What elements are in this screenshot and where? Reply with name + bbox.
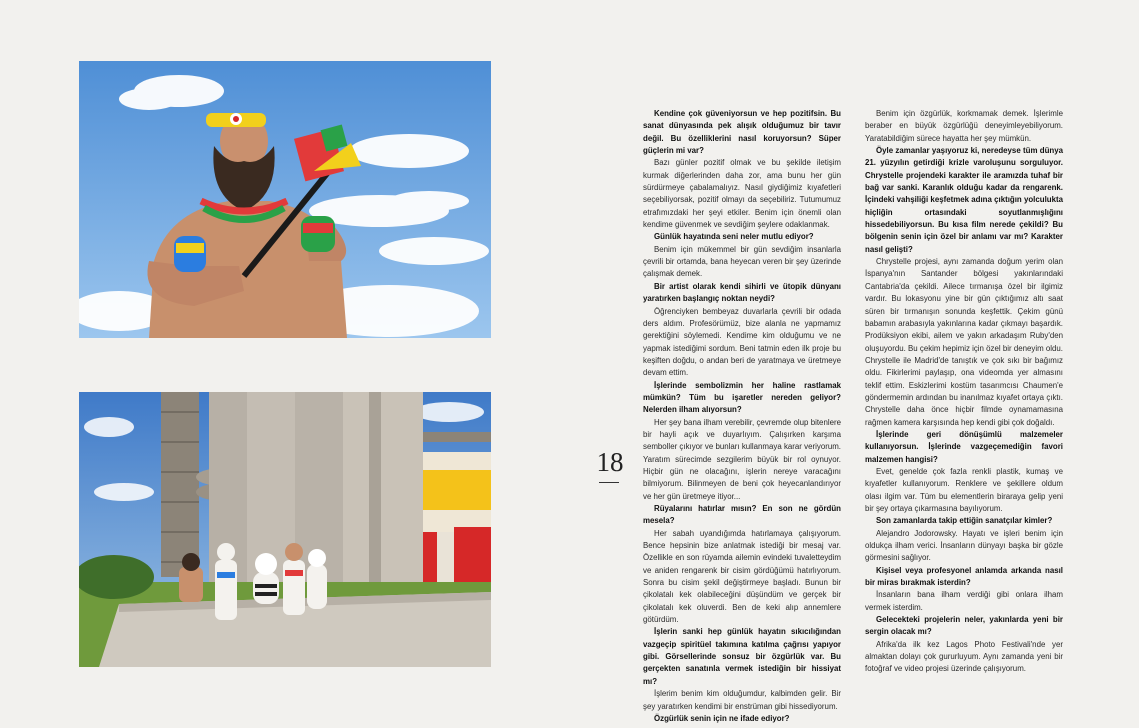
interview-question: İşlerinde geri dönüşümlü malzemeler kullanıyorsun. İşlerinde vazgeçemediğin favori malzemen hangisi? (865, 429, 1063, 464)
portrait-illustration (79, 61, 491, 338)
interview-answer: Afrika'da ilk kez Lagos Photo Festivali'nde yer almaktan dolayı çok gururluyum. Aynı zamanda yeni bir fotoğraf ve video projesi üzerinde çalışıyorum. (865, 639, 1063, 674)
interview-answer: Chrystelle projesi, aynı zamanda doğum yerim olan İspanya'nın Santander bölgesi yakınlarındaki Cantabria'da çekildi. Ailece tırmanışa özel bir ilgimiz vardır. Bu lokasyonu yine bir gün çıktığımız altı saat süren bir tırmanışın sonunda keşfettik. Çekim günü babamın arabasıyla yakınlarına kadar çıkmayı başardık. Prodüksiyon ekibi, ailem ve yakın arkadaşım Ruby'den oluşuyordu. Bu çekim hepimiz için özel bir deneyim oldu. Chrystelle ile Madrid'de tanıştık ve çok sıkı bir bağımız oldu. Fikirlerimi paylaşıp, ona videomda yer almasını teklif ettim. Eskizlerimi kostüm tasarımcısı Chaumen'e göndermemin ardından bu inanılmaz kıyafet ortaya çıktı. Chrystelle daha önce hiçbir filmde oynamamasına rağmen kamera karşısında hep kendi gibi çok doğaldı. (865, 257, 1063, 427)
interview-question: Günlük hayatında seni neler mutlu ediyor? (654, 232, 814, 242)
article-column-right (865, 108, 1063, 676)
interview-answer: Evet, genelde çok fazla renkli plastik, kumaş ve kıyafetler kullanıyorum. Renklere ve şekillere oldum olası ilgim var. Tüm bu elementlerin biraraya gelip yeni bir şey ortaya çıkarmasına bayılıyorum. (865, 466, 1063, 513)
article-column-left (643, 108, 841, 725)
page-number: 18 (596, 447, 624, 477)
interview-question: İşlerinde sembolizmin her haline rastlamak mümkün? Tüm bu işaretler nereden geliyor? Nelerden ilham alıyorsun? (643, 380, 841, 415)
interview-question: İşlerin sanki hep günlük hayatın sıkıcılığından vazgeçip spiritüel takımına katılma çağrısı yapıyor gibi. Görsellerinde sonsuz bir özgürlük var. Bu gerçekten sanatınla vermek istediğin bir hissiyat mı? (643, 627, 841, 686)
interview-question: Gelecekteki projelerin neler, yakınlarda yeni bir sergin olacak mı? (865, 615, 1063, 637)
page-number-rule (599, 482, 619, 483)
interview-question: Özgürlük senin için ne ifade ediyor? (654, 713, 790, 723)
interview-answer: Her sabah uyandığımda hatırlamaya çalışıyorum. Bence hepsinin bize anlatmak istediği bir mesaj var. Özellikle en son rüyamda ailemin evindeki tuvaletteydim ve aniden rengarenk bir cisim gördüğümü hatırlıyorum. Sonra bu cisim şekil değiştirmeye başladı. Bunun bir çikolatalı kek olabileceğini düşündüm ve gerçek bir çikolatalı kek oluverdi. Ben de keki alıp annemlere götürdüm. (643, 528, 841, 625)
silo-group-photo (79, 392, 491, 667)
interview-answer: İnsanların bana ilham verdiği gibi onlara ilham vermek isterdim. (865, 590, 1063, 612)
interview-question: Son zamanlarda takip ettiğin sanatçılar kimler? (876, 516, 1053, 526)
interview-question: Bir artist olarak kendi sihirli ve ütopik dünyanı yaratırken başlangıç noktan neydi? (643, 281, 841, 304)
interview-question: Rüyalarını hatırlar mısın? En son ne gördün mesela? (643, 504, 841, 526)
interview-answer: Bazı günler pozitif olmak ve bu şekilde iletişim kurmak diğerlerinden daha zor, ama bunu her gün sürdürmeye çabalamalıyız. Nasıl giydiğimiz kıyafetleri seçebiliyorsak, pozitif olmayı da seçebiliriz. Tutumumuz etrafımızdaki her şeyi etkiler. Benim için önemli olan kendime güvenmek ve sevdiğim şeylere odaklanmak. (643, 158, 841, 230)
interview-question: Kendine çok güveniyorsun ve hep pozitifsin. Bu sanat dünyasında pek alışık olduğumuz bir tavır değil. Bu özelliklerini nasıl koruyorsun? Süper güçlerin mi var? (643, 109, 841, 156)
portrait-photo (79, 61, 491, 338)
interview-answer: Benim için mükemmel bir gün sevdiğim insanlarla çevrili bir ortamda, bana heyecan veren bir şey üzerinde çalışmak demek. (643, 244, 841, 279)
interview-answer: Her şey bana ilham verebilir, çevremde olup bitenlere bir hayli açık ve duyarlıyım. Çalışırken karşıma semboller çıkıyor ve bunları kullanmaya karar veriyorum. Yaratım sürecimde sezgilerim büyük bir rol oynuyor. Hiçbir gün ne olacağını, işlerin nereye varacağını bilmiyorum. Bilinmeyen de beni çok heyecanlandırıyor ve her gün üretmeye itiyor... (643, 417, 841, 501)
silo-illustration (79, 392, 491, 667)
interview-answer: Öğrenciyken bembeyaz duvarlarla çevrili bir odada ders aldım. Profesörümüz, bize alanla ne yapmamız gerektiğini söylemedi. Kendime kim olduğumu ve ne yapmak istediğimi sordum. Beni tatmin eden ilk proje bu keşiften doğdu, o andan beri de yaratmaya ve üretmeye devam ettim. (643, 306, 841, 378)
interview-answer: Benim için özgürlük, korkmamak demek. İşlerimle beraber en büyük özgürlüğü deneyimleyebiliyorum. Yaratabildiğim sürece hayatta her şey mümkün. (865, 109, 1063, 143)
interview-question: Kişisel veya profesyonel anlamda arkanda nasıl bir miras bırakmak isterdin? (865, 565, 1063, 588)
interview-answer: İşlerim benim kim olduğumdur, kalbimden gelir. Bir şey yaratırken kendimi bir enstrüman gibi hissediyorum. (643, 689, 841, 711)
interview-answer: Alejandro Jodorowsky. Hayatı ve işleri benim için oldukça ilham verici. İnsanların dünyayı başka bir gözle görmesini sağlıyor. (865, 528, 1063, 563)
interview-question: Öyle zamanlar yaşıyoruz ki, neredeyse tüm dünya 21. yüzyılın getirdiği krizle varoluşunu sorguluyor. Chrystelle projendeki karakter ile aramızda tuhaf bir bağ var sanki. Karanlık olduğu kadar da rengarenk. İçindeki vahşiliği keşfetmek adına çıktığın yolculukta hiçliğin ortasındaki soyutlanmışlığını hissedebiliyorsun. Bu kısa film nerede çekildi? Bu bölgenin senin için özel bir anlamı var mı? Karakter nasıl gelişti? (865, 146, 1063, 254)
